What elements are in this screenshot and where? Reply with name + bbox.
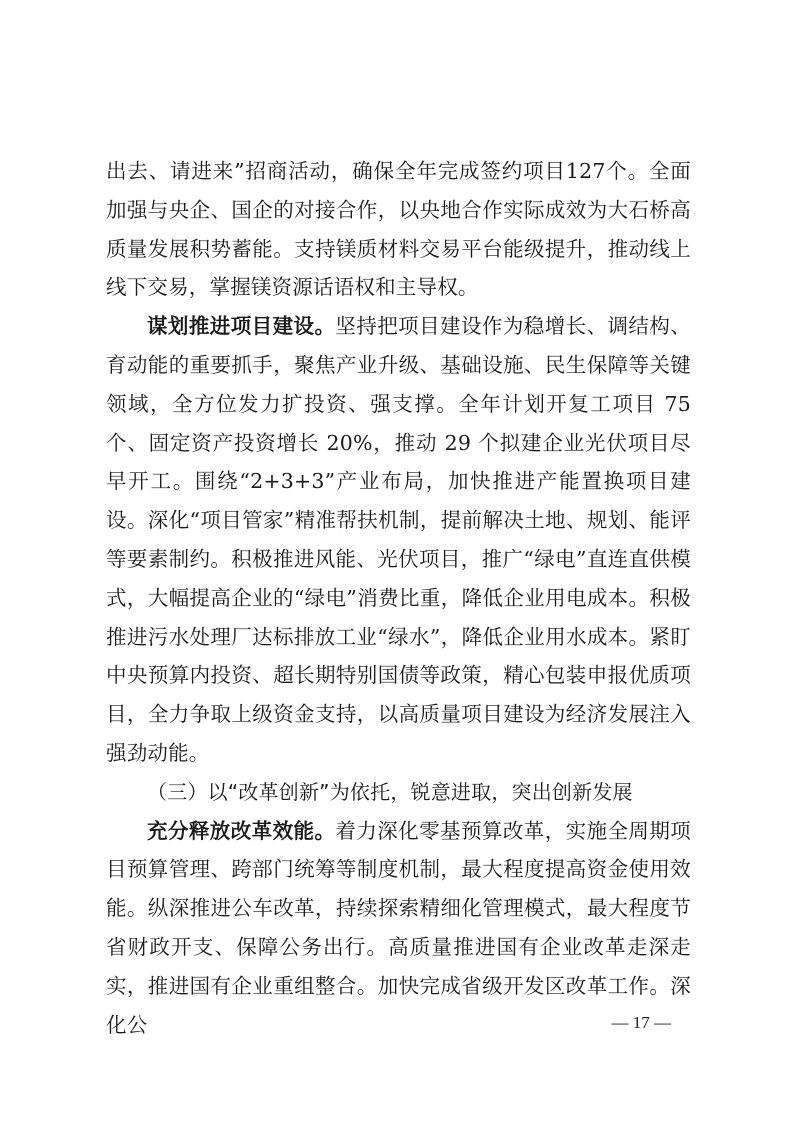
- paragraph-investment-promotion: [106, 152, 691, 307]
- page-number: — 17 —: [611, 1013, 671, 1032]
- section-heading-reform-innovation: （三）以“改革创新”为依托，锐意进取，突出创新发展: [147, 779, 633, 804]
- paragraph-lead-heading: 谋划推进项目建设。: [147, 314, 336, 339]
- document-body: [106, 152, 691, 1044]
- paragraph-text: 着力深化零基预算改革，实施全周期项目预算管理、跨部门统筹等制度机制，最大程度提高资金使用效能。纵深推进公车改革，持续探索精细化管理模式，最大程度节省财政开支、保障公务出行。高质量推进国有企业改革走深走实，推进国有企业重组整合。加快完成省级开发区改革工作。深化公: [106, 818, 691, 1037]
- paragraph-lead-heading: 充分释放改革效能。: [147, 818, 336, 843]
- paragraph-reform-efficiency: [106, 812, 691, 1045]
- paragraph-text: 出去、请进来”招商活动，确保全年完成签约项目127个。全面加强与央企、国企的对接合作，以央地合作实际成效为大石桥高质量发展积势蓄能。支持镁质材料交易平台能级提升，推动线上线下交易，掌握镁资源话语权和主导权。: [106, 159, 691, 300]
- paragraph-text: 坚持把项目建设作为稳增长、调结构、育动能的重要抓手，聚焦产业升级、基础设施、民生保障等关键领域，全方位发力扩投资、强支撑。全年计划开复工项目 75 个、固定资产投资增长 20%，推动 29 个拟建企业光伏项目尽早开工。围绕“2+3+3”产业布局，加快推进产能置换项目建设。深化“项目管家”精准帮扶机制，提前解决土地、规划、能评等要素制约。积极推进风能、光伏项目，推广“绿电”直连直供模式，大幅提高企业的“绿电”消费比重，降低企业用电成本。积极推进污水处理厂达标排放工业“绿水”，降低企业用水成本。紧盯中央预算内投资、超长期特别国债等政策，精心包装申报优质项目，全力争取上级资金支持，以高质量项目建设为经济发展注入强劲动能。: [106, 314, 691, 765]
- paragraph-project-construction: [106, 307, 691, 773]
